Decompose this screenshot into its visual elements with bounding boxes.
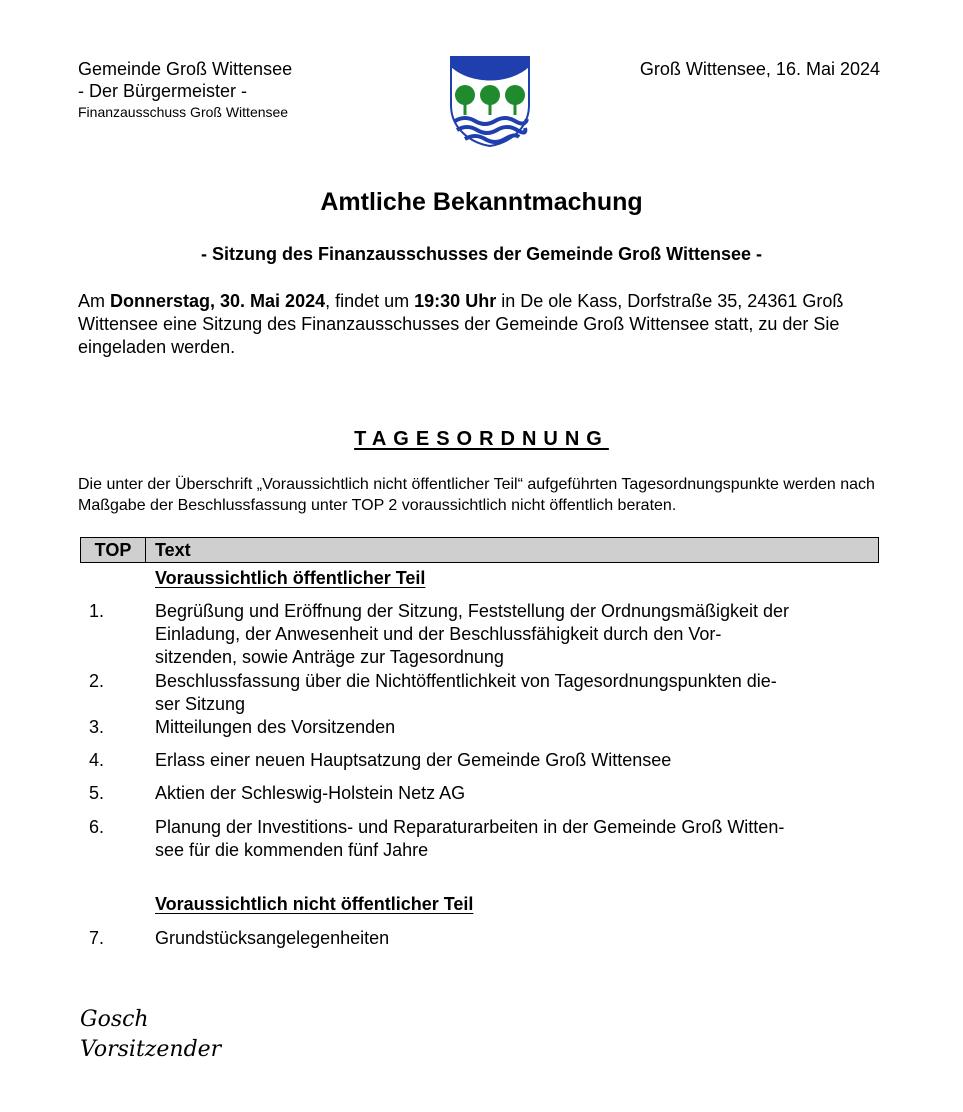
- item-number: 6.: [89, 817, 105, 837]
- coat-of-arms-icon: [449, 55, 531, 147]
- signature-name: Gosch: [80, 1007, 149, 1032]
- meeting-date: Donnerstag, 30. Mai 2024: [110, 291, 326, 311]
- page-subtitle: - Sitzung des Finanzausschusses der Gemeinde Groß Wittensee -: [201, 244, 762, 264]
- column-header-top: TOP: [81, 538, 146, 562]
- signature-title: Vorsitzender: [80, 1037, 222, 1062]
- section-nonpublic: Voraussichtlich nicht öffentlicher Teil: [155, 894, 474, 914]
- agenda-item-5: Aktien der Schleswig-Holstein Netz AG: [155, 783, 466, 803]
- intro-paragraph: [78, 290, 888, 359]
- item-number: 1.: [89, 601, 105, 621]
- page-title: Amtliche Bekanntmachung: [320, 188, 643, 216]
- committee-name: Finanzausschuss Groß Wittensee: [78, 104, 289, 120]
- agenda-item-3: Mitteilungen des Vorsitzenden: [155, 717, 396, 737]
- item-number: 3.: [89, 717, 105, 737]
- municipality-name: Gemeinde Groß Wittensee: [78, 59, 293, 79]
- place-date: Groß Wittensee, 16. Mai 2024: [639, 59, 880, 79]
- agenda-item-2: Beschlussfassung über die Nichtöffentlichkeit von Tagesordnungspunkten die- ser Sitzung: [155, 671, 777, 714]
- mayor-role: - Der Bürgermeister -: [78, 81, 248, 101]
- agenda-item-1: Begrüßung und Eröffnung der Sitzung, Feststellung der Ordnungsmäßigkeit der Einladung, der Anwesenheit und der Beschlussfähigkeit durch den Vor- sitzenden, sowie Anträge zur Tagesordnung: [155, 601, 790, 667]
- item-number: 2.: [89, 671, 105, 691]
- intro-text-1: Am: [78, 291, 111, 311]
- agenda-item-6: Planung der Investitions- und Reparaturarbeiten in der Gemeinde Groß Witten- see für die kommenden fünf Jahre: [155, 817, 785, 860]
- intro-text-2: , findet um: [325, 291, 415, 311]
- agenda-item-4: Erlass einer neuen Hauptsatzung der Gemeinde Groß Wittensee: [155, 750, 672, 770]
- intro-text-3: in De ole Kass, Dorfstraße 35, 24361 Groß Wittensee eine Sitzung des Finanzausschusses der Gemeinde Groß Wittensee statt, zu der Sie eingeladen werden.: [78, 291, 844, 357]
- agenda-note: Die unter der Überschrift „Voraussichtlich nicht öffentlicher Teil“ aufgeführten Tagesordnungspunkte werden nach Maßgabe der Beschlussfassung unter TOP 2 voraussichtlich nicht öffentlich beraten.: [78, 476, 875, 514]
- agenda-heading: TAGESORDNUNG: [354, 428, 609, 450]
- sender-block: [78, 58, 292, 122]
- item-number: 7.: [89, 928, 105, 948]
- section-public: Voraussichtlich öffentlicher Teil: [155, 568, 426, 588]
- agenda-item-7: Grundstücksangelegenheiten: [155, 928, 390, 948]
- item-number: 5.: [89, 783, 105, 803]
- column-header-text: Text: [155, 540, 191, 560]
- table-header: [80, 537, 879, 563]
- item-number: 4.: [89, 750, 105, 770]
- meeting-time: 19:30 Uhr: [414, 291, 497, 311]
